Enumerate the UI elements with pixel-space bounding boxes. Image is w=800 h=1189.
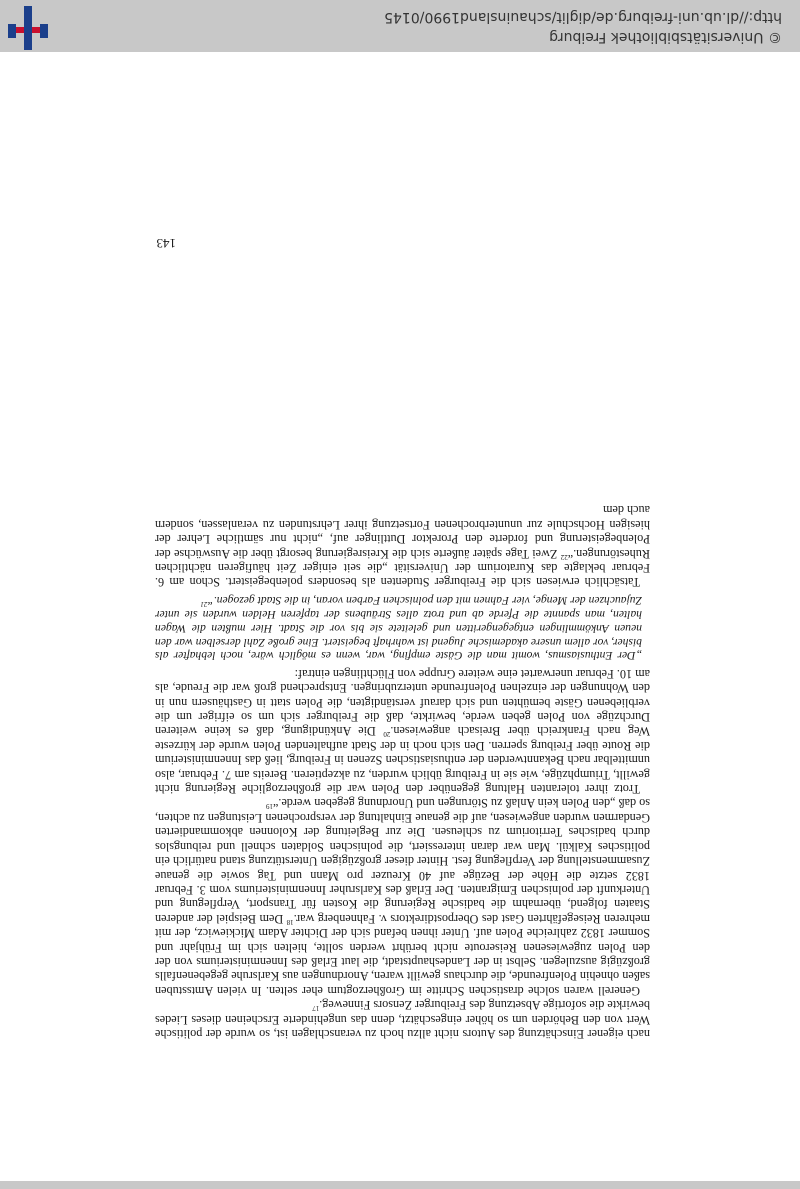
paragraph — [155, 796, 650, 998]
paragraph-text: „Der Enthusiasmus, womit man die Gäste empfing, war, wenn es möglich wäre, noch lebhafter als bisher, vor allem unsere akademische Jugend ist wahrhaft begeistert. Eine große Zahl derselben war den neuen Ankömmlingen entgegengeritten und geleitete sie bis vor die Stadt. Hier mußten die Wagen halten, man spannte die Pferde ab und trotz alles Sträubens der tapferen Helden wurden sie unter Zujauchzen der Menge, vier Fahnen mit den polnischen Farben voran, in die Stadt gezogen.“ — [155, 594, 642, 663]
library-logo-icon — [8, 6, 48, 50]
paragraph-text: Dem Beispiel der anderen Staaten folgend, übernahm die badische Regierung die Kosten für Transport, Verpflegung und Unterkunft der polnischen Emigranten. Der Erlaß des Karlsruher Innenministeriums vom 3. Februar 1832 setzte die Höhe der Bezüge auf 40 Kreuzer pro Mann und Tag sowie die genaue Zusammenstellung der Verpflegung fest. Hinter dieser großzügigen Unterstützung stand natürlich ein politisches Kalkül. Man war daran interessiert, die polnischen Soldaten schnell und reibungslos durch badisches Territorium zu schleusen. Die zur Begleitung der Kolonnen abkommandierten Gendarmen wurden angewiesen, auf die genaue Einhaltung der versprochenen Leistungen zu achten, so daß „den Polen kein Anlaß zu Störungen und Unordnung gegeben werde.“ — [155, 796, 650, 926]
footnote-marker: 19 — [265, 802, 273, 811]
header-info — [384, 7, 782, 47]
footnote-marker: 18 — [286, 917, 294, 926]
copyright-text: © Universitätsbibliothek Freiburg — [549, 29, 782, 45]
header-band — [0, 0, 800, 52]
page-number: 143 — [156, 236, 176, 251]
footnote-marker: 17 — [312, 1004, 320, 1013]
paragraph-text: Die Ankündigung, daß es keine weiteren Durchzüge von Polen geben werde, bewirkte, daß die Freiburger sich um so eifriger um die verbliebenen Gäste bemühten und sich darauf verständigten, die Polen statt in Gasthäusern nun in den Wohnungen der einzelnen Polenfreunde unterzubringen. Entsprechend groß war die Freude, als am 10. Februar unerwartet eine weitere Gruppe von Flüchtlingen eintraf: — [155, 666, 650, 739]
url-link[interactable]: http://dl.ub.uni-freiburg.de/diglit/schauinsland1990/0145 — [384, 9, 782, 25]
paragraph — [155, 666, 650, 796]
block-quote — [155, 593, 642, 662]
footer-band — [0, 1181, 800, 1189]
paragraph — [155, 503, 650, 589]
footnote-marker: 20 — [383, 730, 391, 739]
paragraph-text: Tatsächlich erwiesen sich die Freiburger Studenten als besonders polenbegeistert. Schon am 6. Februar beklagte das Kuratorium der Universität „die seit einiger Zeit häufigeren nächtlichen Ruhestörungen.“ — [155, 546, 650, 590]
paragraph-text: Generell waren solche drastischen Schritte im Großherzogtum eher selten. In vielen Amtsstuben saßen ohnehin Polenfreunde, die durchaus gewillt waren, Anordnungen aus Karlsruhe gegebenenfalls großzügig auszulegen. Selbst in der Landeshauptstadt, die laut Erlaß des Innenministeriums von der den Polen zugewiesenen Reiseroute nicht berührt werden sollte, hielten sich im Frühjahr und Sommer 1832 zahlreiche Polen auf. Unter ihnen befand sich der Dichter Adam Mickiewicz, der mit mehreren Reisegefährten Gast des Oberpostdirektors v. Fahnenberg war. — [155, 911, 650, 998]
text-block — [155, 503, 650, 1041]
paragraph-text: Trotz ihrer toleranten Haltung gegenüber den Polen war die großherzogliche Regierung nicht gewillt, Triumphzüge, wie sie in Freiburg üblich wurden, zu akzeptieren. Bereits am 7. Februar, also unmittelbar nach Bekanntwerden der enthusiastischen Szenen in Freiburg, ließ das Innenministerium die Route über Freiburg sperren. Den sich noch in der Stadt aufhaltenden Polen wurde der kürzeste Weg nach Frankreich über Breisach angewiesen. — [155, 724, 650, 797]
paragraph — [155, 998, 650, 1041]
paragraph-text: nach eigener Einschätzung des Autors nicht allzu hoch zu veranschlagen ist, so wurde der politische Wert von den Behörden um so höher eingeschätzt, denn das ungehinderte Erscheinen dieses Liedes bewirkte die sofortige Absetzung des Freiburger Zensors Finneweg. — [155, 998, 650, 1041]
footnote-marker: 22 — [560, 552, 568, 561]
paragraph-text: Zwei Tage später äußerte sich die Kreisregierung besorgt über die Auswüchse der Polenbegeisterung und forderte den Prorektor Duttlinger auf, „nicht nur sämtliche Lehrer der hiesigen Hochschule zur ununterbrochenen Fortsetzung ihrer Lehrstunden zu veranlassen, sondern auch dem — [155, 503, 650, 561]
footnote-marker: 21 — [200, 600, 208, 609]
